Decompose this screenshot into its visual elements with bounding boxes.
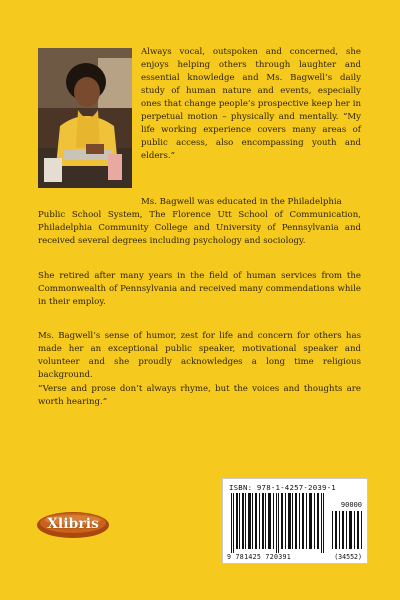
bio-paragraph-intro: Always vocal, outspoken and concerned, she enjoys helping others through laughter and essential knowledge and Ms. Bagwell’s daily study of human nature and events, especially ones that change people’s prospective keep her in perpetual motion – physically and mentally. “My life working experience covers many areas of public access, also encompassing youth and elders.”	[141, 47, 361, 161]
author-photo	[38, 48, 132, 188]
bio-paragraph-speaker: Ms. Bagwell’s sense of humor, zest for life and concern for others has made her an exceptional public speaker, motivational speaker and volunteer and she proudly acknowledges a long time religious background.	[38, 331, 361, 380]
price-code: 90000	[340, 501, 362, 509]
publisher-name: Xlibris	[47, 516, 99, 532]
bio-paragraph-education-start: Ms. Bagwell was educated in the Philadelphia	[141, 197, 342, 207]
barcode-extra-digits: (34552)	[334, 553, 362, 561]
price-barcode-icon	[331, 511, 363, 549]
barcode-digits: 9 781425 720391	[227, 553, 292, 561]
isbn-number: ISBN: 978-1-4257-2039-1	[229, 483, 336, 492]
publisher-logo	[36, 510, 110, 540]
barcode-icon	[229, 493, 329, 553]
book-quote: “Verse and prose don’t always rhyme, but the voices and thoughts are worth hearing.”	[38, 384, 361, 407]
isbn-barcode	[222, 478, 368, 564]
bio-paragraph-career: She retired after many years in the field of human services from the Commonwealth of Pennsylvania and received many commendations while in their employ.	[38, 271, 361, 307]
bio-paragraph-education: Public School System, The Florence Utt School of Communication, Philadelphia Community College and University of Pennsylvania and received several degrees including psychology and sociology.	[38, 210, 361, 246]
